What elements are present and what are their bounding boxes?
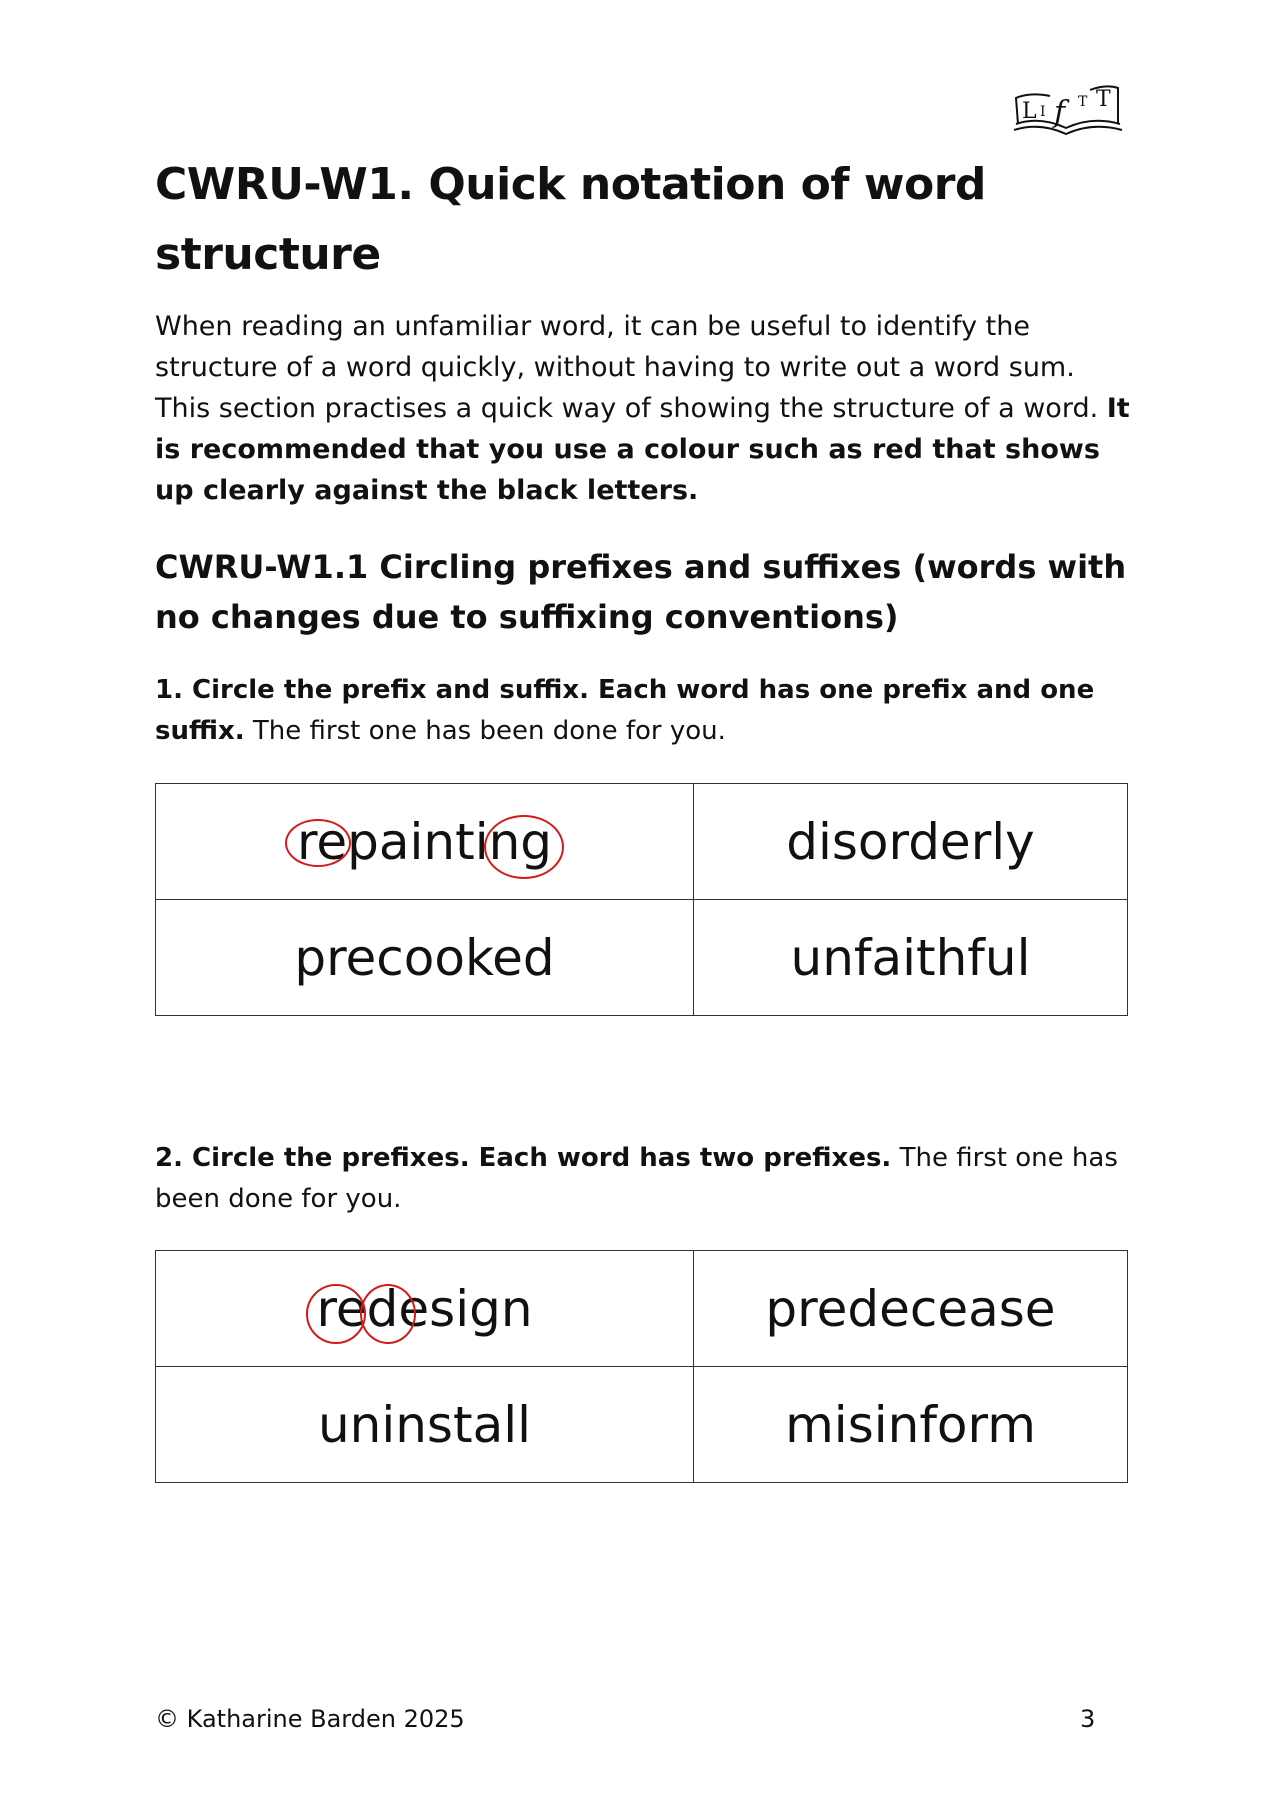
section-subheading: CWRU-W1.1 Circling prefixes and suffixes (words with no changes due to suffixing conventions) [155,548,1127,636]
word-cell[interactable] [694,1367,1128,1483]
svg-text:f: f [1054,95,1066,130]
page-number: 3 [1080,1705,1096,1733]
exercise2-instruction-bold: 2. Circle the prefixes. Each word has two prefixes. [155,1143,892,1173]
svg-text:L: L [1022,99,1037,124]
exercise1-instruction-bold: 1. Circle the prefix and suffix. Each word has one prefix and one suffix. [155,675,1095,746]
exercise2-instruction-plain: The first one has been done for you. [155,1143,1118,1214]
page-title: CWRU-W1. Quick notation of word structure [155,159,986,280]
word-cell[interactable] [694,900,1128,1016]
exercise1-word-table [155,783,1128,1016]
intro-recommendation: It is recommended that you use a colour such as red that shows up clearly against the black letters. [155,393,1130,506]
word-cell[interactable] [156,784,694,900]
word-text: uninstall [317,1395,532,1454]
word-text: misinform [785,1395,1036,1454]
word-cell[interactable] [694,784,1128,900]
lift-logo [1010,78,1126,140]
example-word-annotated [316,1280,532,1338]
word-text: predecease [765,1279,1056,1338]
word-cell[interactable] [156,1251,694,1367]
example-word-annotated [297,813,552,871]
copyright-notice: © Katharine Barden 2025 [155,1705,465,1733]
exercise1-instruction [155,670,1135,752]
exercise2-instruction [155,1138,1135,1220]
word-text: unfaithful [790,928,1031,987]
word-cell[interactable] [156,900,694,1016]
intro-paragraph [155,306,1135,511]
word-cell[interactable] [156,1367,694,1483]
svg-text:T: T [1096,87,1111,112]
svg-text:T: T [1078,94,1088,110]
word-cell[interactable] [694,1251,1128,1367]
exercise1-instruction-plain: The first one has been done for you. [252,716,726,746]
exercise2-word-table [155,1250,1128,1483]
intro-text: When reading an unfamiliar word, it can be useful to identify the structure of a word quickly, without having to write out a word sum. This section practises a quick way of showing the structure of a word. [155,311,1099,424]
word-text: redesign [316,1279,533,1338]
svg-text:I: I [1040,104,1046,120]
word-text: repainting [296,812,553,871]
word-text: disorderly [786,812,1035,871]
word-text: precooked [294,928,555,987]
